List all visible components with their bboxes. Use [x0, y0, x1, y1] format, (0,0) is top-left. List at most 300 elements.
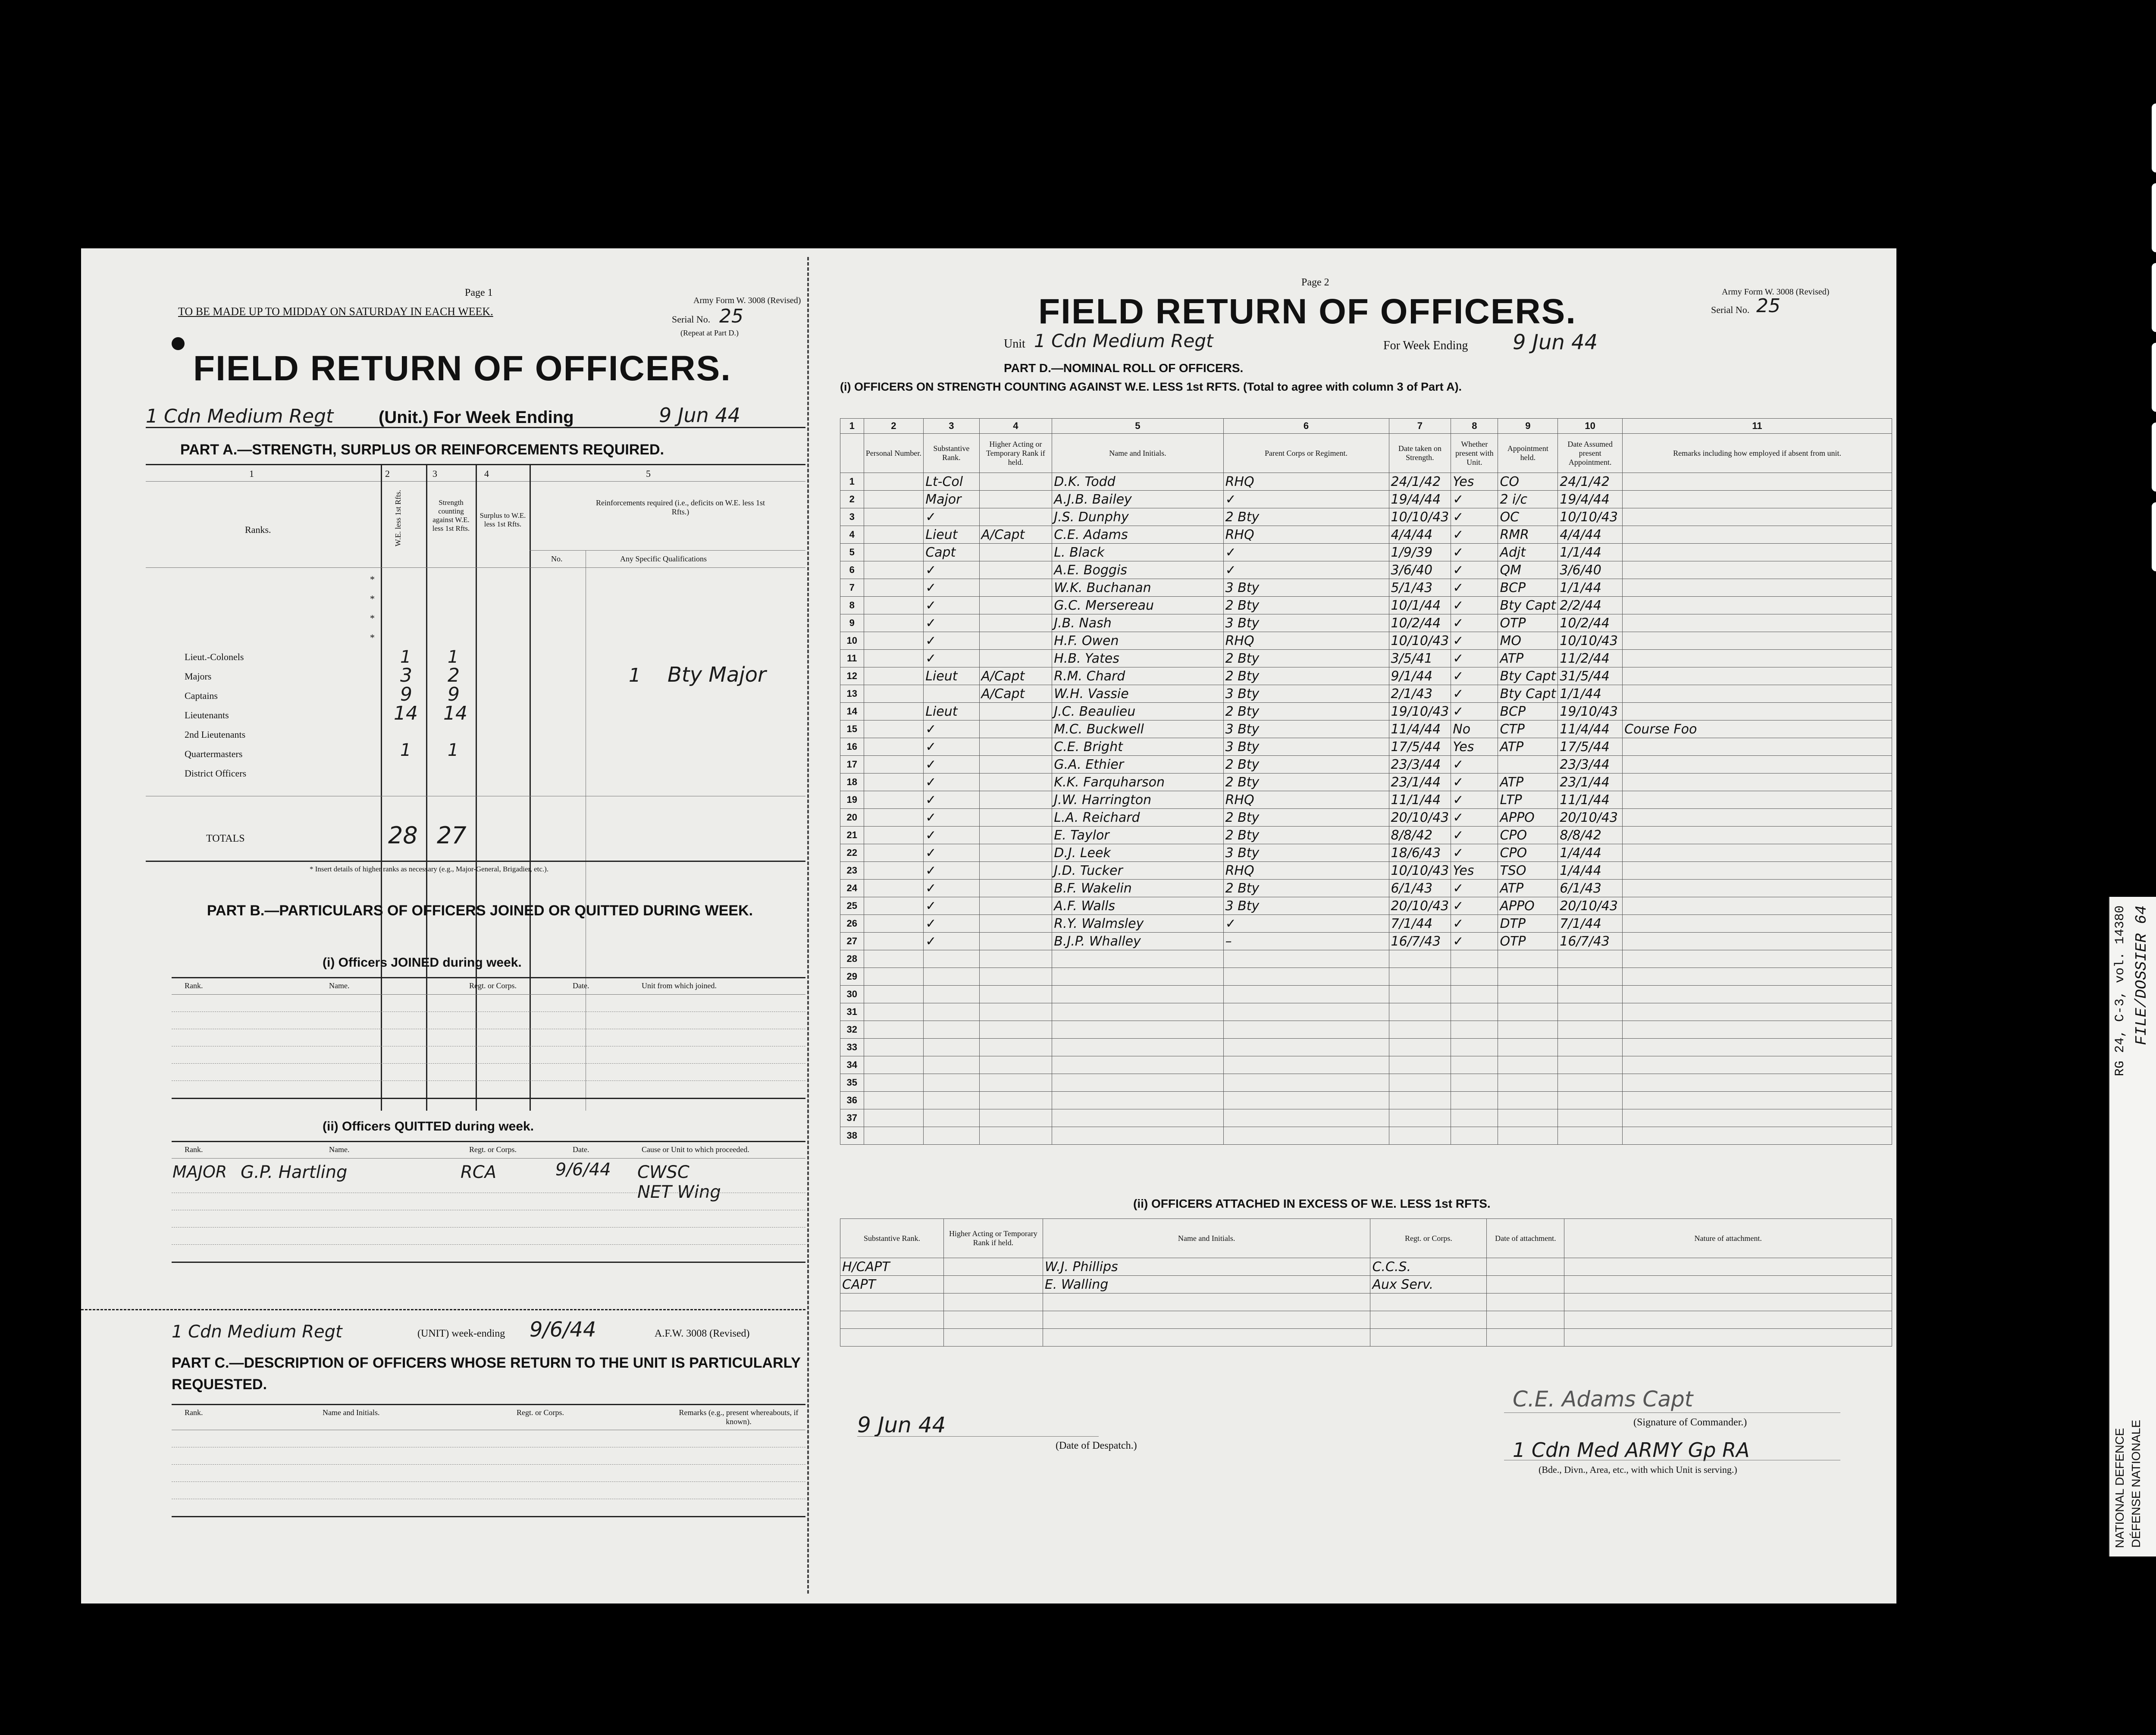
- table-row: [840, 844, 1892, 862]
- page-2-serial-value: 25: [1756, 295, 1780, 317]
- roll-sub: ✓: [924, 791, 979, 809]
- roll-acting: [979, 862, 1052, 880]
- serial-value: 25: [719, 305, 743, 327]
- roll-appt: QM: [1498, 561, 1558, 579]
- table-row: [840, 650, 1892, 667]
- roll-sub: ✓: [924, 844, 979, 862]
- roll-sub: Lieut: [924, 667, 979, 685]
- page-1: [81, 248, 805, 1603]
- roll-acting: [979, 844, 1052, 862]
- page-1-title: FIELD RETURN OF OFFICERS.: [193, 349, 732, 388]
- punch-hole: [172, 337, 185, 350]
- column-header: Personal Number.: [864, 434, 924, 473]
- frame-digit: [2152, 183, 2156, 252]
- attached-header: Regt. or Corps.: [1370, 1219, 1487, 1258]
- empty-cell: [864, 1003, 924, 1021]
- frame-digit: [2152, 103, 2156, 172]
- roll-appt: Bty Capt: [1498, 597, 1558, 614]
- roll-present: ✓: [1451, 756, 1498, 774]
- empty-cell: [1623, 1092, 1892, 1109]
- rank-label: 2nd Lieutenants: [185, 729, 246, 740]
- roll-acting: [979, 738, 1052, 756]
- roll-date: 8/8/42: [1389, 827, 1451, 844]
- roll-sub: ✓: [924, 561, 979, 579]
- roll-present: ✓: [1451, 827, 1498, 844]
- personal-number: [864, 827, 924, 844]
- column-number: 8: [1451, 419, 1498, 434]
- page-2-week-value: 9 Jun 44: [1513, 330, 1598, 354]
- empty-cell: [1451, 1056, 1498, 1074]
- attached-acting: [943, 1276, 1043, 1293]
- empty-cell: [864, 1021, 924, 1039]
- quitted-cause-header: Cause or Unit to which proceeded.: [642, 1145, 749, 1154]
- roll-corps: 3 Bty: [1223, 738, 1389, 756]
- roll-corps: 2 Bty: [1223, 667, 1389, 685]
- roll-remarks: [1623, 650, 1892, 667]
- rank-label: Majors: [185, 671, 212, 682]
- table-row: [840, 1109, 1892, 1127]
- roll-name: D.K. Todd: [1052, 473, 1223, 491]
- empty-cell: [1052, 968, 1223, 986]
- quitted-corps: RCA: [461, 1162, 497, 1182]
- part-c-title: PART C.—DESCRIPTION OF OFFICERS WHOSE RETURN TO THE UNIT IS PARTICULARLY REQUESTED.: [172, 1355, 801, 1393]
- roll-remarks: Course Foo: [1623, 720, 1892, 738]
- despatch-value: 9 Jun 44: [857, 1412, 946, 1437]
- roll-present: ✓: [1451, 526, 1498, 544]
- roll-corps: 3 Bty: [1223, 720, 1389, 738]
- page-2-unit-label: Unit: [1004, 337, 1025, 351]
- attached-header: Name and Initials.: [1043, 1219, 1370, 1258]
- roll-sub: ✓: [924, 720, 979, 738]
- column-header: Appointment held.: [1498, 434, 1558, 473]
- roll-appt-date: 2/2/44: [1558, 597, 1623, 614]
- empty-cell: [864, 968, 924, 986]
- roll-date: 19/10/43: [1389, 703, 1451, 720]
- attached-date: [1487, 1258, 1564, 1276]
- totals-label: TOTALS: [206, 833, 245, 844]
- empty-cell: [1223, 1092, 1389, 1109]
- personal-number: [864, 844, 924, 862]
- unit-value: 1 Cdn Medium Regt: [146, 405, 334, 427]
- quitted-cause-line-2: NET Wing: [637, 1182, 721, 1202]
- page-2-serial-label: Serial No.: [1711, 304, 1750, 315]
- row-number: 10: [840, 632, 864, 650]
- roll-date: 16/7/43: [1389, 933, 1451, 950]
- roll-sub: ✓: [924, 862, 979, 880]
- attached-name: E. Walling: [1043, 1276, 1370, 1293]
- empty-cell: [1451, 968, 1498, 986]
- part-c-week: 9/6/44: [530, 1318, 596, 1342]
- quitted-name-header: Name.: [329, 1145, 350, 1154]
- roll-appt-date: 1/1/44: [1558, 579, 1623, 597]
- empty-cell: [924, 1021, 979, 1039]
- personal-number: [864, 561, 924, 579]
- table-row: [840, 508, 1892, 526]
- attached-corps: C.C.S.: [1370, 1258, 1487, 1276]
- serial-label: Serial No.: [672, 314, 711, 325]
- roll-present: ✓: [1451, 897, 1498, 915]
- empty-cell: [1623, 950, 1892, 968]
- roll-sub: ✓: [924, 933, 979, 950]
- roll-appt-date: 3/6/40: [1558, 561, 1623, 579]
- empty-cell: [1389, 986, 1451, 1003]
- row-number: 31: [840, 1003, 864, 1021]
- form-sheet: [81, 248, 1896, 1603]
- table-row: [840, 738, 1892, 756]
- empty-cell: [924, 1127, 979, 1145]
- empty-cell: [1052, 950, 1223, 968]
- roll-date: 23/1/44: [1389, 774, 1451, 791]
- empty-cell: [1043, 1311, 1370, 1329]
- empty-cell: [924, 1092, 979, 1109]
- empty-cell: [924, 950, 979, 968]
- empty-cell: [924, 1039, 979, 1056]
- roll-appt-date: 10/10/43: [1558, 508, 1623, 526]
- empty-cell: [1370, 1329, 1487, 1347]
- roll-sub: [924, 685, 979, 703]
- roll-name: H.F. Owen: [1052, 632, 1223, 650]
- roll-acting: [979, 809, 1052, 827]
- column-header: Name and Initials.: [1052, 434, 1223, 473]
- row-number: 26: [840, 915, 864, 933]
- empty-cell: [1223, 1109, 1389, 1127]
- roll-acting: [979, 544, 1052, 561]
- roll-appt: APPO: [1498, 809, 1558, 827]
- roll-date: 17/5/44: [1389, 738, 1451, 756]
- empty-cell: [1623, 1003, 1892, 1021]
- roll-date: 10/10/43: [1389, 632, 1451, 650]
- empty-cell: [864, 1039, 924, 1056]
- roll-acting: [979, 597, 1052, 614]
- empty-cell: [1498, 986, 1558, 1003]
- roll-date: 10/2/44: [1389, 614, 1451, 632]
- roll-present: ✓: [1451, 597, 1498, 614]
- roll-remarks: [1623, 614, 1892, 632]
- roll-sub: Major: [924, 491, 979, 508]
- empty-cell: [1487, 1311, 1564, 1329]
- quitted-name: G.P. Hartling: [241, 1162, 348, 1182]
- row-number: 21: [840, 827, 864, 844]
- roll-name: L.A. Reichard: [1052, 809, 1223, 827]
- roll-acting: [979, 579, 1052, 597]
- empty-cell: [864, 986, 924, 1003]
- empty-cell: [1052, 1039, 1223, 1056]
- roll-sub: ✓: [924, 508, 979, 526]
- reinf-qual-value: Bty Major: [667, 663, 766, 687]
- roll-acting: [979, 632, 1052, 650]
- strength-value: 14: [443, 702, 467, 724]
- roll-sub: ✓: [924, 632, 979, 650]
- part-a-colno-2: 2: [385, 468, 390, 479]
- roll-name: E. Taylor: [1052, 827, 1223, 844]
- roll-appt-date: 1/4/44: [1558, 862, 1623, 880]
- roll-appt-date: 11/1/44: [1558, 791, 1623, 809]
- roll-name: R.M. Chard: [1052, 667, 1223, 685]
- we-value: 1: [400, 740, 411, 760]
- roll-appt-date: 10/10/43: [1558, 632, 1623, 650]
- row-number: 16: [840, 738, 864, 756]
- roll-date: 18/6/43: [1389, 844, 1451, 862]
- part-c-form: A.F.W. 3008 (Revised): [655, 1328, 750, 1339]
- roll-corps: ✓: [1223, 561, 1389, 579]
- roll-corps: 2 Bty: [1223, 774, 1389, 791]
- row-number: 20: [840, 809, 864, 827]
- empty-cell: [1052, 1092, 1223, 1109]
- roll-acting: [979, 650, 1052, 667]
- attached-row: [840, 1276, 1892, 1293]
- roll-remarks: [1623, 756, 1892, 774]
- empty-cell: [1223, 1021, 1389, 1039]
- strength-value: 9: [448, 683, 460, 705]
- quals-header: Any Specific Qualifications: [620, 554, 707, 563]
- quitted-corps-header: Regt. or Corps.: [469, 1145, 517, 1154]
- attached-row: [840, 1258, 1892, 1276]
- roll-remarks: [1623, 933, 1892, 950]
- table-row: [840, 597, 1892, 614]
- empty-cell: [1223, 1056, 1389, 1074]
- part-c-corps-header: Regt. or Corps.: [517, 1408, 564, 1417]
- column-number: 4: [979, 419, 1052, 434]
- personal-number: [864, 597, 924, 614]
- table-row: [840, 1021, 1892, 1039]
- roll-remarks: [1623, 508, 1892, 526]
- empty-cell: [1487, 1293, 1564, 1311]
- roll-present: ✓: [1451, 561, 1498, 579]
- empty-cell: [1498, 1074, 1558, 1092]
- we-header: W.E. less 1st Rfts.: [394, 490, 402, 547]
- roll-appt-date: 19/10/43: [1558, 703, 1623, 720]
- roll-appt-date: 19/4/44: [1558, 491, 1623, 508]
- roll-date: 11/1/44: [1389, 791, 1451, 809]
- table-row: [840, 1039, 1892, 1056]
- frame-digit: [2152, 343, 2156, 412]
- row-number: 37: [840, 1109, 864, 1127]
- roll-appt: ATP: [1498, 880, 1558, 897]
- empty-cell: [1451, 1109, 1498, 1127]
- roll-remarks: [1623, 667, 1892, 685]
- roll-corps: ✓: [1223, 915, 1389, 933]
- table-row: [840, 544, 1892, 561]
- empty-cell: [979, 986, 1052, 1003]
- roll-corps: 2 Bty: [1223, 880, 1389, 897]
- roll-remarks: [1623, 791, 1892, 809]
- empty-cell: [1223, 1074, 1389, 1092]
- strength-value: 2: [448, 664, 460, 686]
- personal-number: [864, 579, 924, 597]
- empty-cell: [1623, 1109, 1892, 1127]
- empty-cell: [1451, 1021, 1498, 1039]
- personal-number: [864, 703, 924, 720]
- empty-cell: [1498, 1003, 1558, 1021]
- roll-name: B.F. Wakelin: [1052, 880, 1223, 897]
- quitted-rank-header: Rank.: [185, 1145, 203, 1154]
- attached-row: [840, 1311, 1892, 1329]
- row-number: 4: [840, 526, 864, 544]
- rank-label: Quartermasters: [185, 748, 243, 759]
- quitted-date: 9/6/44: [555, 1160, 611, 1180]
- table-row: [840, 862, 1892, 880]
- roll-appt: [1498, 756, 1558, 774]
- attached-corps: Aux Serv.: [1370, 1276, 1487, 1293]
- roll-acting: [979, 491, 1052, 508]
- roll-acting: [979, 897, 1052, 915]
- column-header: Date taken on Strength.: [1389, 434, 1451, 473]
- roll-date: 5/1/43: [1389, 579, 1451, 597]
- empty-cell: [979, 1092, 1052, 1109]
- roll-appt-date: 20/10/43: [1558, 809, 1623, 827]
- table-row: [840, 473, 1892, 491]
- table-row: [840, 968, 1892, 986]
- roll-appt-date: 1/1/44: [1558, 544, 1623, 561]
- personal-number: [864, 720, 924, 738]
- empty-cell: [1558, 1039, 1623, 1056]
- empty-cell: [1558, 1003, 1623, 1021]
- instruction-text: TO BE MADE UP TO MIDDAY ON SATURDAY IN EACH WEEK.: [178, 305, 493, 318]
- empty-cell: [1623, 968, 1892, 986]
- part-a-colno-3: 3: [432, 468, 437, 479]
- roll-corps: RHQ: [1223, 473, 1389, 491]
- roll-corps: –: [1223, 933, 1389, 950]
- empty-cell: [1558, 1127, 1623, 1145]
- roll-name: A.E. Boggis: [1052, 561, 1223, 579]
- roll-acting: A/Capt: [979, 526, 1052, 544]
- joined-unit-header: Unit from which joined.: [642, 981, 717, 990]
- roll-appt-date: 1/4/44: [1558, 844, 1623, 862]
- personal-number: [864, 473, 924, 491]
- we-value: 3: [400, 664, 412, 686]
- part-a-colno-1: 1: [249, 468, 254, 479]
- roll-name: A.F. Walls: [1052, 897, 1223, 915]
- roll-acting: [979, 473, 1052, 491]
- nominal-roll-table: [840, 418, 1892, 1145]
- joined-rank-header: Rank.: [185, 981, 203, 990]
- joined-date-header: Date.: [573, 981, 589, 990]
- column-number: 9: [1498, 419, 1558, 434]
- roll-name: G.C. Mersereau: [1052, 597, 1223, 614]
- empty-cell: [1623, 1056, 1892, 1074]
- attached-sub: CAPT: [840, 1276, 944, 1293]
- roll-appt-date: 17/5/44: [1558, 738, 1623, 756]
- roll-appt: Bty Capt: [1498, 685, 1558, 703]
- roll-corps: 3 Bty: [1223, 579, 1389, 597]
- roll-appt-date: 16/7/43: [1558, 933, 1623, 950]
- empty-cell: [1558, 986, 1623, 1003]
- roll-sub: ✓: [924, 774, 979, 791]
- table-row: [840, 491, 1892, 508]
- roll-present: ✓: [1451, 650, 1498, 667]
- roll-present: ✓: [1451, 703, 1498, 720]
- star-row-marker: *: [370, 574, 375, 585]
- table-row: [840, 1074, 1892, 1092]
- roll-remarks: [1623, 862, 1892, 880]
- empty-cell: [1498, 1021, 1558, 1039]
- roll-corps: 2 Bty: [1223, 809, 1389, 827]
- empty-cell: [864, 950, 924, 968]
- joined-title: (i) Officers JOINED during week.: [323, 955, 522, 970]
- roll-sub: ✓: [924, 756, 979, 774]
- table-row: [840, 685, 1892, 703]
- empty-cell: [1052, 1109, 1223, 1127]
- empty-cell: [1623, 1021, 1892, 1039]
- no-header: No.: [551, 554, 563, 563]
- empty-cell: [1223, 1039, 1389, 1056]
- personal-number: [864, 774, 924, 791]
- roll-corps: 3 Bty: [1223, 685, 1389, 703]
- roll-date: 10/10/43: [1389, 862, 1451, 880]
- empty-cell: [1389, 1039, 1451, 1056]
- empty-cell: [1451, 1127, 1498, 1145]
- row-number: 34: [840, 1056, 864, 1074]
- frame-digit: [2152, 263, 2156, 332]
- roll-sub: ✓: [924, 880, 979, 897]
- roll-acting: [979, 720, 1052, 738]
- roll-acting: A/Capt: [979, 667, 1052, 685]
- roll-name: K.K. Farquharson: [1052, 774, 1223, 791]
- roll-acting: [979, 880, 1052, 897]
- roll-present: ✓: [1451, 933, 1498, 950]
- personal-number: [864, 756, 924, 774]
- table-row: [840, 774, 1892, 791]
- empty-cell: [1498, 1092, 1558, 1109]
- roll-date: 7/1/44: [1389, 915, 1451, 933]
- empty-cell: [979, 1074, 1052, 1092]
- roll-corps: ✓: [1223, 491, 1389, 508]
- roll-date: 19/4/44: [1389, 491, 1451, 508]
- empty-cell: [1223, 968, 1389, 986]
- formation-label: (Bde., Divn., Area, etc., with which Unit is serving.): [1539, 1464, 1737, 1475]
- quitted-cause-line-1: CWSC: [637, 1162, 689, 1182]
- part-c-name-header: Name and Initials.: [323, 1408, 380, 1417]
- roll-acting: [979, 614, 1052, 632]
- column-number: 1: [840, 419, 864, 434]
- roll-appt: CO: [1498, 473, 1558, 491]
- column-number: 3: [924, 419, 979, 434]
- roll-remarks: [1623, 544, 1892, 561]
- row-number: 11: [840, 650, 864, 667]
- roll-appt-date: 1/1/44: [1558, 685, 1623, 703]
- roll-appt: 2 i/c: [1498, 491, 1558, 508]
- roll-appt: MO: [1498, 632, 1558, 650]
- roll-appt: TSO: [1498, 862, 1558, 880]
- empty-cell: [943, 1293, 1043, 1311]
- roll-appt: APPO: [1498, 897, 1558, 915]
- week-ending-value: 9 Jun 44: [659, 404, 740, 427]
- row-number: 2: [840, 491, 864, 508]
- row-number: 9: [840, 614, 864, 632]
- empty-cell: [1389, 950, 1451, 968]
- empty-cell: [864, 1109, 924, 1127]
- roll-appt-date: 8/8/42: [1558, 827, 1623, 844]
- roll-date: 10/1/44: [1389, 597, 1451, 614]
- roll-sub: ✓: [924, 809, 979, 827]
- roll-appt: Adjt: [1498, 544, 1558, 561]
- roll-remarks: [1623, 579, 1892, 597]
- table-row: [840, 756, 1892, 774]
- roll-name: A.J.B. Bailey: [1052, 491, 1223, 508]
- part-c-unit-label: (UNIT) week-ending: [417, 1328, 505, 1339]
- roll-remarks: [1623, 827, 1892, 844]
- part-b-title: PART B.—PARTICULARS OF OFFICERS JOINED OR QUITTED DURING WEEK.: [207, 902, 753, 919]
- roll-appt: CPO: [1498, 844, 1558, 862]
- table-row: [840, 897, 1892, 915]
- row-number: 33: [840, 1039, 864, 1056]
- personal-number: [864, 650, 924, 667]
- empty-cell: [1498, 1039, 1558, 1056]
- reinf-no-value: 1: [629, 664, 641, 686]
- roll-corps: 3 Bty: [1223, 897, 1389, 915]
- roll-date: 6/1/43: [1389, 880, 1451, 897]
- empty-cell: [1389, 1074, 1451, 1092]
